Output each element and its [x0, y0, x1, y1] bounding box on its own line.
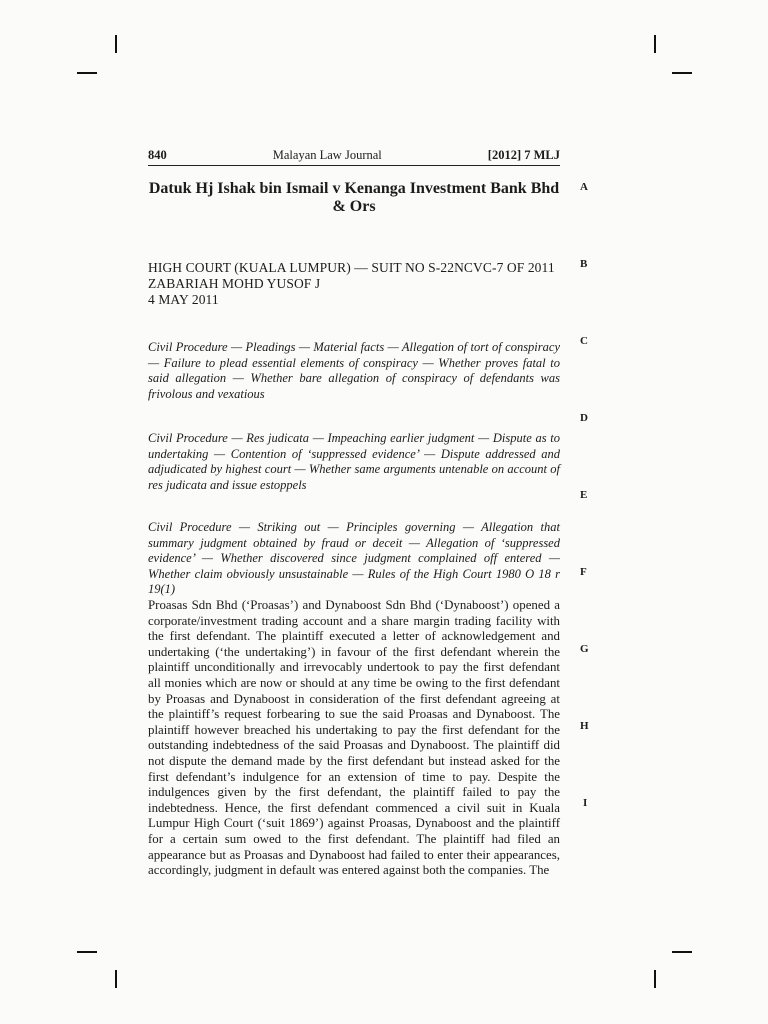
decision-date: 4 MAY 2011	[148, 292, 219, 307]
catchword-paragraph: Civil Procedure — Res judicata — Impeaching earlier judgment — Dispute as to undertaking — Contention of ‘suppressed evidence’ — Dispute addressed and adjudicated by highest court — Whether same arguments untenable on account of res judicata and issue estoppels	[148, 431, 560, 492]
running-header	[148, 148, 560, 163]
crop-mark	[672, 951, 692, 953]
crop-mark	[654, 35, 656, 53]
court-details	[148, 260, 560, 308]
journal-name: Malayan Law Journal	[272, 148, 382, 162]
margin-letter: F	[580, 566, 587, 578]
crop-mark	[115, 35, 117, 53]
crop-mark	[654, 970, 656, 988]
margin-letter: G	[580, 643, 589, 655]
court-suit-line: HIGH COURT (KUALA LUMPUR) — SUIT NO S-22NCVC-7 OF 2011	[148, 260, 555, 275]
margin-letter: C	[580, 335, 588, 347]
crop-mark	[115, 970, 117, 988]
headnote-body: Proasas Sdn Bhd (‘Proasas’) and Dynaboost Sdn Bhd (‘Dynaboost’) opened a corporate/investment trading account and a share margin trading facility with the first defendant. The plaintiff executed a letter of acknowledgement and undertaking (‘the undertaking’) in favour of the first defendant wherein the plaintiff unconditionally and irrevocably undertook to pay the first defendant all monies which are now or should at any time be owing to the first defendant by Proasas and Dynaboost in consideration of the first defendant agreeing at the plaintiff’s request forbearing to sue the said Proasas and Dynaboost. The plaintiff however breached his undertaking to pay the first defendant for the outstanding indebtedness of the said Proasas and Dynaboost. The plaintiff did not dispute the demand made by the first defendant but instead asked for the first defendant’s indulgence for an extension of time to pay. Despite the indulgences given by the first defendant, the plaintiff failed to pay the indebtedness. Hence, the first defendant commenced a civil suit in Kuala Lumpur High Court (‘suit 1869’) against Proasas, Dynaboost and the plaintiff for a certain sum owed to the first defendant. The plaintiff had filed an appearance but as Proasas and Dynaboost had failed to enter their appearances, accordingly, judgment in default was entered against both the companies. The	[148, 598, 560, 878]
crop-mark	[77, 951, 97, 953]
margin-letter: I	[583, 797, 588, 809]
judge-name: ZABARIAH MOHD YUSOF J	[148, 276, 321, 291]
margin-letter: A	[580, 181, 588, 193]
page-number: 840	[148, 148, 167, 162]
margin-letter: E	[580, 489, 588, 501]
margin-letter: H	[580, 720, 589, 732]
crop-mark	[77, 72, 97, 74]
case-title: Datuk Hj Ishak bin Ismail v Kenanga Investment Bank Bhd & Ors	[148, 180, 560, 215]
header-rule	[148, 165, 560, 166]
report-citation: [2012] 7 MLJ	[487, 148, 560, 162]
catchword-paragraph: Civil Procedure — Pleadings — Material facts — Allegation of tort of conspiracy — Failure to plead essential elements of conspiracy — Whether proves fatal to said allegation — Whether bare allegation of conspiracy of defendants was frivolous and vexatious	[148, 340, 560, 401]
margin-letter: D	[580, 412, 588, 424]
crop-mark	[672, 72, 692, 74]
catchword-paragraph: Civil Procedure — Striking out — Principles governing — Allegation that summary judgment obtained by fraud or deceit — Allegation of ‘suppressed evidence’ — Whether discovered since judgment complained off entered — Whether claim obviously unsustainable — Rules of the High Court 1980 O 18 r 19(1)	[148, 520, 560, 597]
margin-letter: B	[580, 258, 588, 270]
